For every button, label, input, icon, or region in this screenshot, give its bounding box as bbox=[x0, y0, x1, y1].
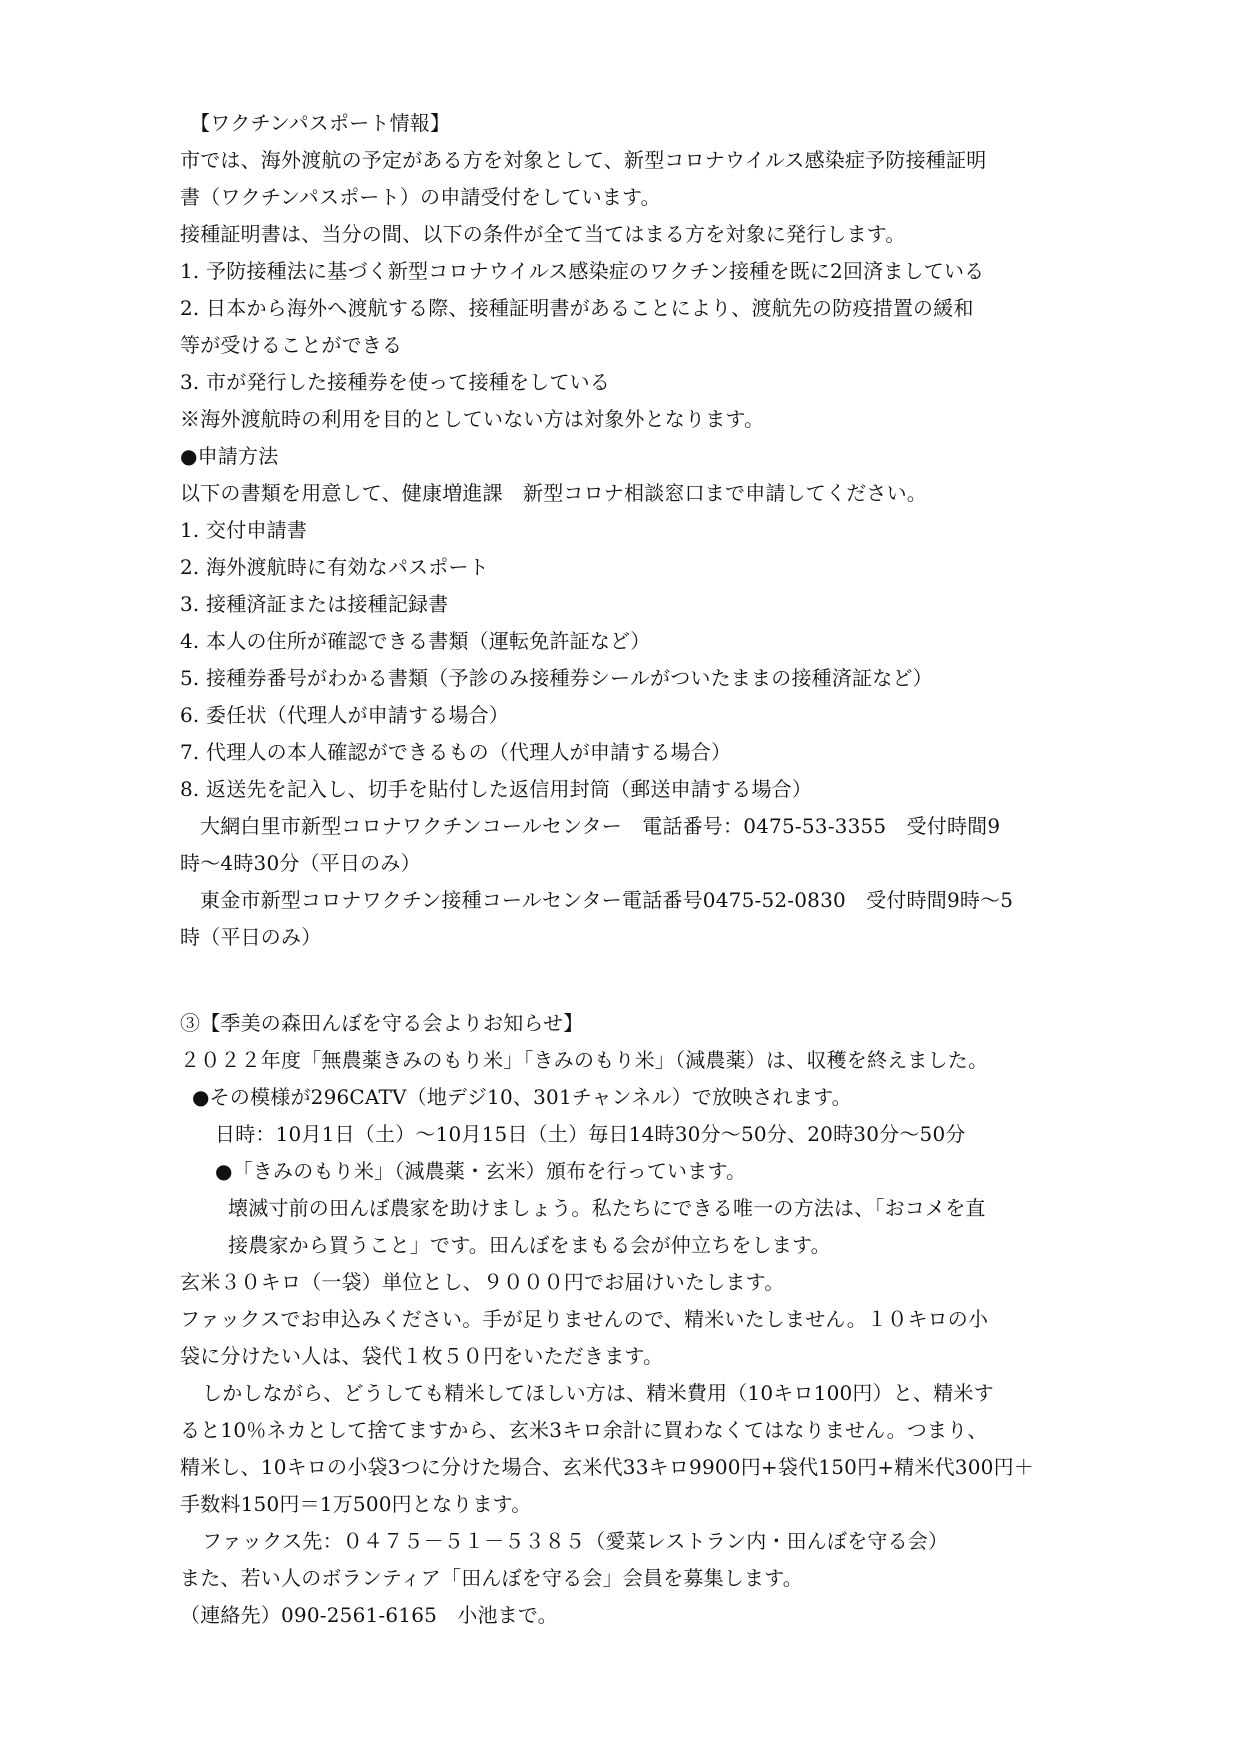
condition-2-line-1: 2. 日本から海外へ渡航する際、接種証明書があることにより、渡航先の防疫措置の緩和 bbox=[180, 296, 974, 320]
broadcast-schedule: 日時：10月1日（土）～10月15日（土）毎日14時30分～50分、20時30分～50分 bbox=[215, 1122, 966, 1146]
polishing-line-3: 精米し、10キロの小袋3つに分けた場合、玄米代33キロ9900円+袋代150円+精米代300円＋ bbox=[180, 1455, 1034, 1479]
condition-2-line-2: 等が受けることができる bbox=[180, 333, 403, 357]
volunteer-recruitment: また、若い人のボランティア「田んぼを守る会」会員を募集します。 bbox=[180, 1566, 803, 1590]
condition-3: 3. 市が発行した接種券を使って接種をしている bbox=[180, 370, 611, 394]
method-heading: ●申請方法 bbox=[180, 444, 279, 468]
condition-1: 1. 予防接種法に基づく新型コロナウイルス感染症のワクチン接種を既に2回済ましている bbox=[180, 259, 985, 283]
document-item: 3. 接種済証または接種記録書 bbox=[180, 592, 449, 616]
polishing-line-2: ると10％ネカとして捨てますから、玄米3キロ余計に買わなくてはなりません。つまり、 bbox=[180, 1418, 988, 1442]
polishing-line-1: しかしながら、どうしても精米してほしい方は、精米費用（10キロ100円）と、精米す bbox=[202, 1381, 994, 1405]
document-item: 7. 代理人の本人確認ができるもの（代理人が申請する場合） bbox=[180, 740, 732, 764]
polishing-line-4: 手数料150円＝1万500円となります。 bbox=[180, 1492, 532, 1516]
fax-number: ファックス先：０４７５－５１－５３８５（愛菜レストラン内・田んぼを守る会） bbox=[202, 1529, 949, 1553]
oamishirasato-call-center-line-1: 大網白里市新型コロナワクチンコールセンター 電話番号：0475-53-3355 受付時間9 bbox=[200, 814, 1001, 838]
eligibility-note: ※海外渡航時の利用を目的としていない方は対象外となります。 bbox=[180, 407, 765, 431]
document-item: 1. 交付申請書 bbox=[180, 518, 308, 542]
document-item: 6. 委任状（代理人が申請する場合） bbox=[180, 703, 510, 727]
broadcast-notice: ●その模様が296CATV（地デジ10、301チャンネル）で放映されます。 bbox=[192, 1085, 852, 1109]
fax-order-line-2: 袋に分けたい人は、袋代１枚５０円をいただきます。 bbox=[180, 1344, 664, 1368]
fax-order-line-1: ファックスでお申込みください。手が足りませんので、精米いたしません。１０キロの小 bbox=[180, 1307, 989, 1331]
section2-heading: ③【季美の森田んぼを守る会よりお知らせ】 bbox=[180, 1011, 584, 1035]
document-item: 2. 海外渡航時に有効なパスポート bbox=[180, 555, 489, 579]
document-item: 4. 本人の住所が確認できる書類（運転免許証など） bbox=[180, 629, 651, 653]
intro-line-1: 市では、海外渡航の予定がある方を対象として、新型コロナウイルス感染症予防接種証明 bbox=[180, 148, 987, 172]
togane-call-center-line-2: 時（平日のみ） bbox=[180, 925, 322, 949]
method-intro: 以下の書類を用意して、健康増進課 新型コロナ相談窓口まで申請してください。 bbox=[180, 481, 927, 505]
document-item: 8. 返送先を記入し、切手を貼付した返信用封筒（郵送申請する場合） bbox=[180, 777, 813, 801]
contact-info: （連絡先）090-2561-6165 小池まで。 bbox=[180, 1603, 558, 1627]
distribution-notice: ●「きみのもり米」（減農薬・玄米）頒布を行っています。 bbox=[215, 1159, 747, 1183]
section1-heading: 【ワクチンパスポート情報】 bbox=[190, 111, 451, 135]
document-item: 5. 接種券番号がわかる書類（予診のみ接種券シールがついたままの接種済証など） bbox=[180, 666, 933, 690]
harvest-notice: ２０２２年度「無農薬きみのもり米」「きみのもり米」（減農薬）は、収穫を終えました。 bbox=[180, 1048, 989, 1072]
appeal-line-2: 接農家から買うこと」です。田んぼをまもる会が仲立ちをします。 bbox=[228, 1233, 831, 1257]
intro-line-2: 書（ワクチンパスポート）の申請受付をしています。 bbox=[180, 185, 661, 209]
price-info: 玄米３０キロ（一袋）単位とし、９０００円でお届けいたします。 bbox=[180, 1270, 785, 1294]
togane-call-center-line-1: 東金市新型コロナワクチン接種コールセンター電話番号0475-52-0830 受付時間9時～5 bbox=[200, 888, 1014, 912]
intro-line-3: 接種証明書は、当分の間、以下の条件が全て当てはまる方を対象に発行します。 bbox=[180, 222, 906, 246]
appeal-line-1: 壊滅寸前の田んぼ農家を助けましょう。私たちにできる唯一の方法は、「おコメを直 bbox=[228, 1196, 986, 1220]
oamishirasato-call-center-line-2: 時～4時30分（平日のみ） bbox=[180, 851, 421, 875]
